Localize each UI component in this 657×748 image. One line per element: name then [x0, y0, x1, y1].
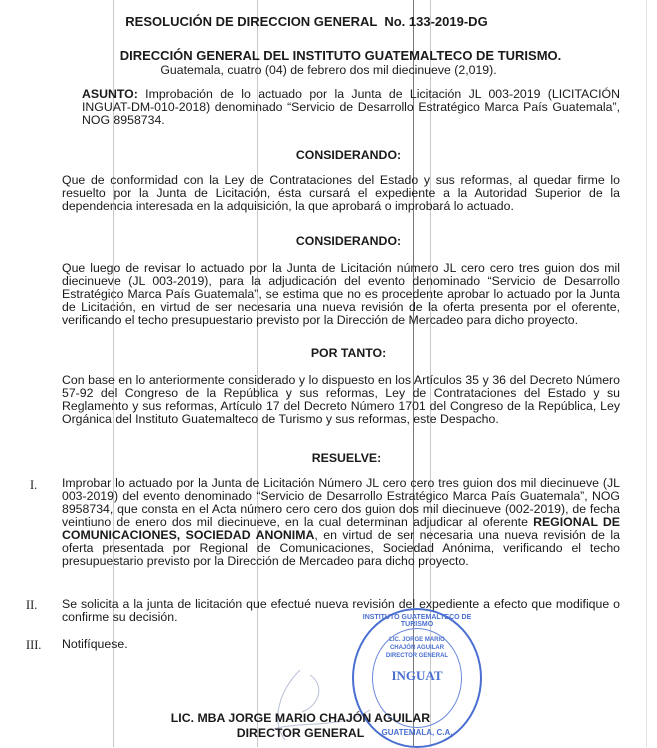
asunto [82, 88, 620, 127]
scan-line [646, 0, 647, 747]
considerando-paragraph: Que luego de revisar lo actuado por la Junta de Licitación número JL cero cero tres guion dos mil diecinueve (JL 003-2019), para la adjudicación del evento denominado “Servicio de Desarrollo Estratégico Marca País Guatemala”, se estima que no es procedente aprobar lo actuado por la Junta de Licitación, en virtud de ser necesaria una nueva revisión de la oferta presenta por el oferente, verificando el techo presupuestario previsto por la Dirección de Mercadeo para dicho proyecto. [62, 261, 620, 327]
resuelve-item-2: Se solicita a la junta de licitación que efectué nueva revisión del expediente a efecto que modifique o confirme su decisión. [62, 597, 620, 624]
considerando-heading: CONSIDERANDO: [295, 148, 402, 162]
seal-bottom-text: GUATEMALA, C.A. [381, 728, 453, 737]
signatory-position: DIRECTOR GENERAL [236, 726, 365, 740]
resolution-title: RESOLUCIÓN DE DIRECCION GENERAL No. 133-2019-DG [125, 14, 488, 29]
resuelve-item-3: Notifíquese. [62, 637, 128, 651]
resuelve-heading: RESUELVE: [311, 451, 382, 465]
considerando-heading: CONSIDERANDO: [295, 234, 402, 248]
seal-inner-text: LIC. JORGE MARIO CHAJÓN AGUILAR DIRECTOR GENERAL [385, 637, 449, 659]
por-tanto-heading: POR TANTO: [310, 346, 387, 360]
awardee-name: REGIONAL DE COMUNICACIONES, SOCIEDAD ANONIMA [62, 515, 620, 542]
asunto-text: Improbación de lo actuado por la Junta de Licitación JL 003-2019 (LICITACIÓN INGUAT-DM-010-2018) denominado “Servicio de Desarrollo Estratégico Marca País Guatemala”, NOG 8958734. [82, 87, 620, 127]
inguat-logo: INGUAT [391, 668, 443, 683]
item-numeral: I. [30, 478, 38, 492]
item-numeral: III. [26, 638, 42, 652]
date-line: Guatemala, cuatro (04) de febrero dos mil diecinueve (2,019). [160, 63, 497, 77]
institution-heading: DIRECCIÓN GENERAL DEL INSTITUTO GUATEMALTECO DE TURISMO. [119, 48, 562, 63]
signatory-name: LIC. MBA JORGE MARIO CHAJÓN AGUILAR [170, 711, 431, 725]
por-tanto-paragraph: Con base en lo anteriormente considerado y lo dispuesto en los Artículos 35 y 36 del Decreto Número 57-92 del Congreso de la República y sus reformas, Ley de Contrataciones del Estado y su Reglamento y sus reformas, Artículo 17 del Decreto Número 1701 del Congreso de la República, Ley Orgánica del Instituto Guatemalteco de Turismo y sus reformas, este Despacho. [62, 373, 620, 426]
seal-outer-text: INSTITUTO GUATEMALTECO DE TURISMO [362, 614, 472, 628]
resuelve-item-1: Improbar lo actuado por la Junta de Licitación Número JL cero cero tres guion dos mil diecinueve (JL 003-2019) del evento denominado “Servicio de Desarrollo Estratégico Marca País Guatemala”, NOG 8958734, que consta en el Acta número cero cero dos guion dos mil diecinueve (002-2019), de fecha veintiuno de enero dos mil diecinueve, en la cual determinan adjudicar al oferente REGIONAL DE COMUNICACIONES, SOCIEDAD ANONIMA, en virtud de ser necesaria una nueva revisión de la oferta presentada por Regional de Comunicaciones, Sociedad Anónima, verificando el techo presupuestario previsto por la Dirección de Mercadeo para dicho proyecto. [62, 476, 620, 568]
item-numeral: II. [26, 598, 38, 612]
considerando-paragraph: Que de conformidad con la Ley de Contrataciones del Estado y sus reformas, al quedar firme lo resuelto por la Junta de Licitación, ésta cursará el expediente a la Autoridad Superior de la dependencia interesada en la adquisición, la que aprobará o improbará lo actuado. [62, 173, 620, 213]
asunto-label: ASUNTO: [82, 87, 138, 101]
